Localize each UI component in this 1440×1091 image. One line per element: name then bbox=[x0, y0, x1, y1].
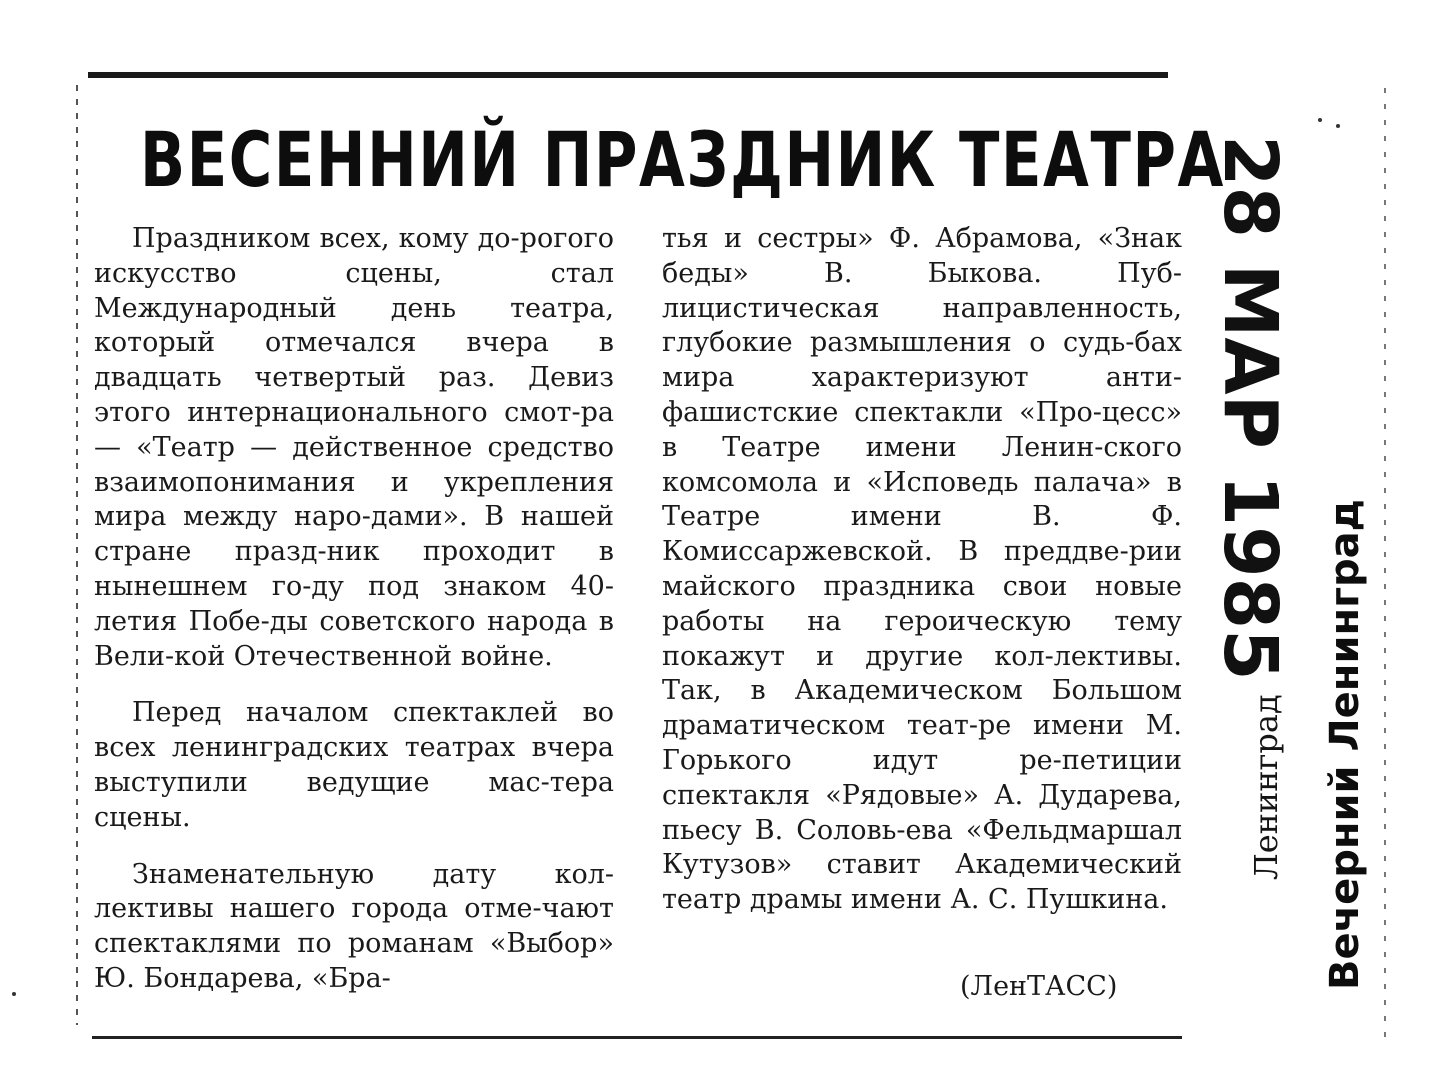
right-column bbox=[662, 222, 1182, 940]
article-headline: ВЕСЕННИЙ ПРАЗДНИК ТЕАТРА bbox=[140, 115, 1225, 204]
left-cut-edge bbox=[76, 85, 78, 1025]
city-stamp: Ленинград bbox=[1247, 694, 1285, 880]
left-column bbox=[94, 222, 614, 1019]
right-cut-edge bbox=[1384, 88, 1386, 1048]
paragraph: Праздником всех, кому до-рогого искусство сцены, стал Международный день театра, который отмечался вчера в двадцать четвертый раз. Девиз этого интернационального смот-ра — «Театр — действенное средство взаимопонимания и укрепления мира между наро-дами». В нашей стране празд-ник проходит в нынешнем го-ду под знаком 40-летия Побе-ды советского народа в Вели-кой Отечественной войне. bbox=[94, 223, 614, 672]
paper-speck bbox=[1318, 118, 1322, 122]
date-stamp: 28 МАР 1985 bbox=[1207, 135, 1293, 681]
newspaper-name-stamp: Вечерний Ленинград bbox=[1322, 499, 1368, 990]
top-rule bbox=[88, 72, 1168, 78]
paragraph: Перед началом спектаклей во всех ленинградских театрах вчера выступили ведущие мас-тера сцены. bbox=[94, 697, 614, 833]
paper-speck bbox=[12, 992, 16, 996]
news-agency-credit: (ЛенТАСС) bbox=[960, 971, 1118, 1002]
paragraph: тья и сестры» Ф. Абрамова, «Знак беды» В. Быкова. Пуб-лицистическая направленность, глубокие размышления о судь-бах мира характеризуют анти-фашистские спектакли «Про-цесс» в Театре имени Ленин-ского комсомола и «Исповедь палача» в Театре имени В. Ф. Комиссаржевской. В преддве-рии майского праздника свои новые работы на героическую тему покажут и другие кол-лективы. Так, в Академическом Большом драматическом теат-ре имени М. Горького идут ре-петиции спектакля «Рядовые» А. Дударева, пьесу В. Соловь-ева «Фельдмаршал Кутузов» ставит Академический театр драмы имени А. С. Пушкина. bbox=[662, 223, 1182, 916]
paragraph: Знаменательную дату кол-лективы нашего города отме-чают спектаклями по романам «Выбор» Ю. Бондарева, «Бра- bbox=[94, 858, 614, 994]
bottom-rule bbox=[92, 1036, 1182, 1039]
paper-speck bbox=[1336, 124, 1340, 128]
